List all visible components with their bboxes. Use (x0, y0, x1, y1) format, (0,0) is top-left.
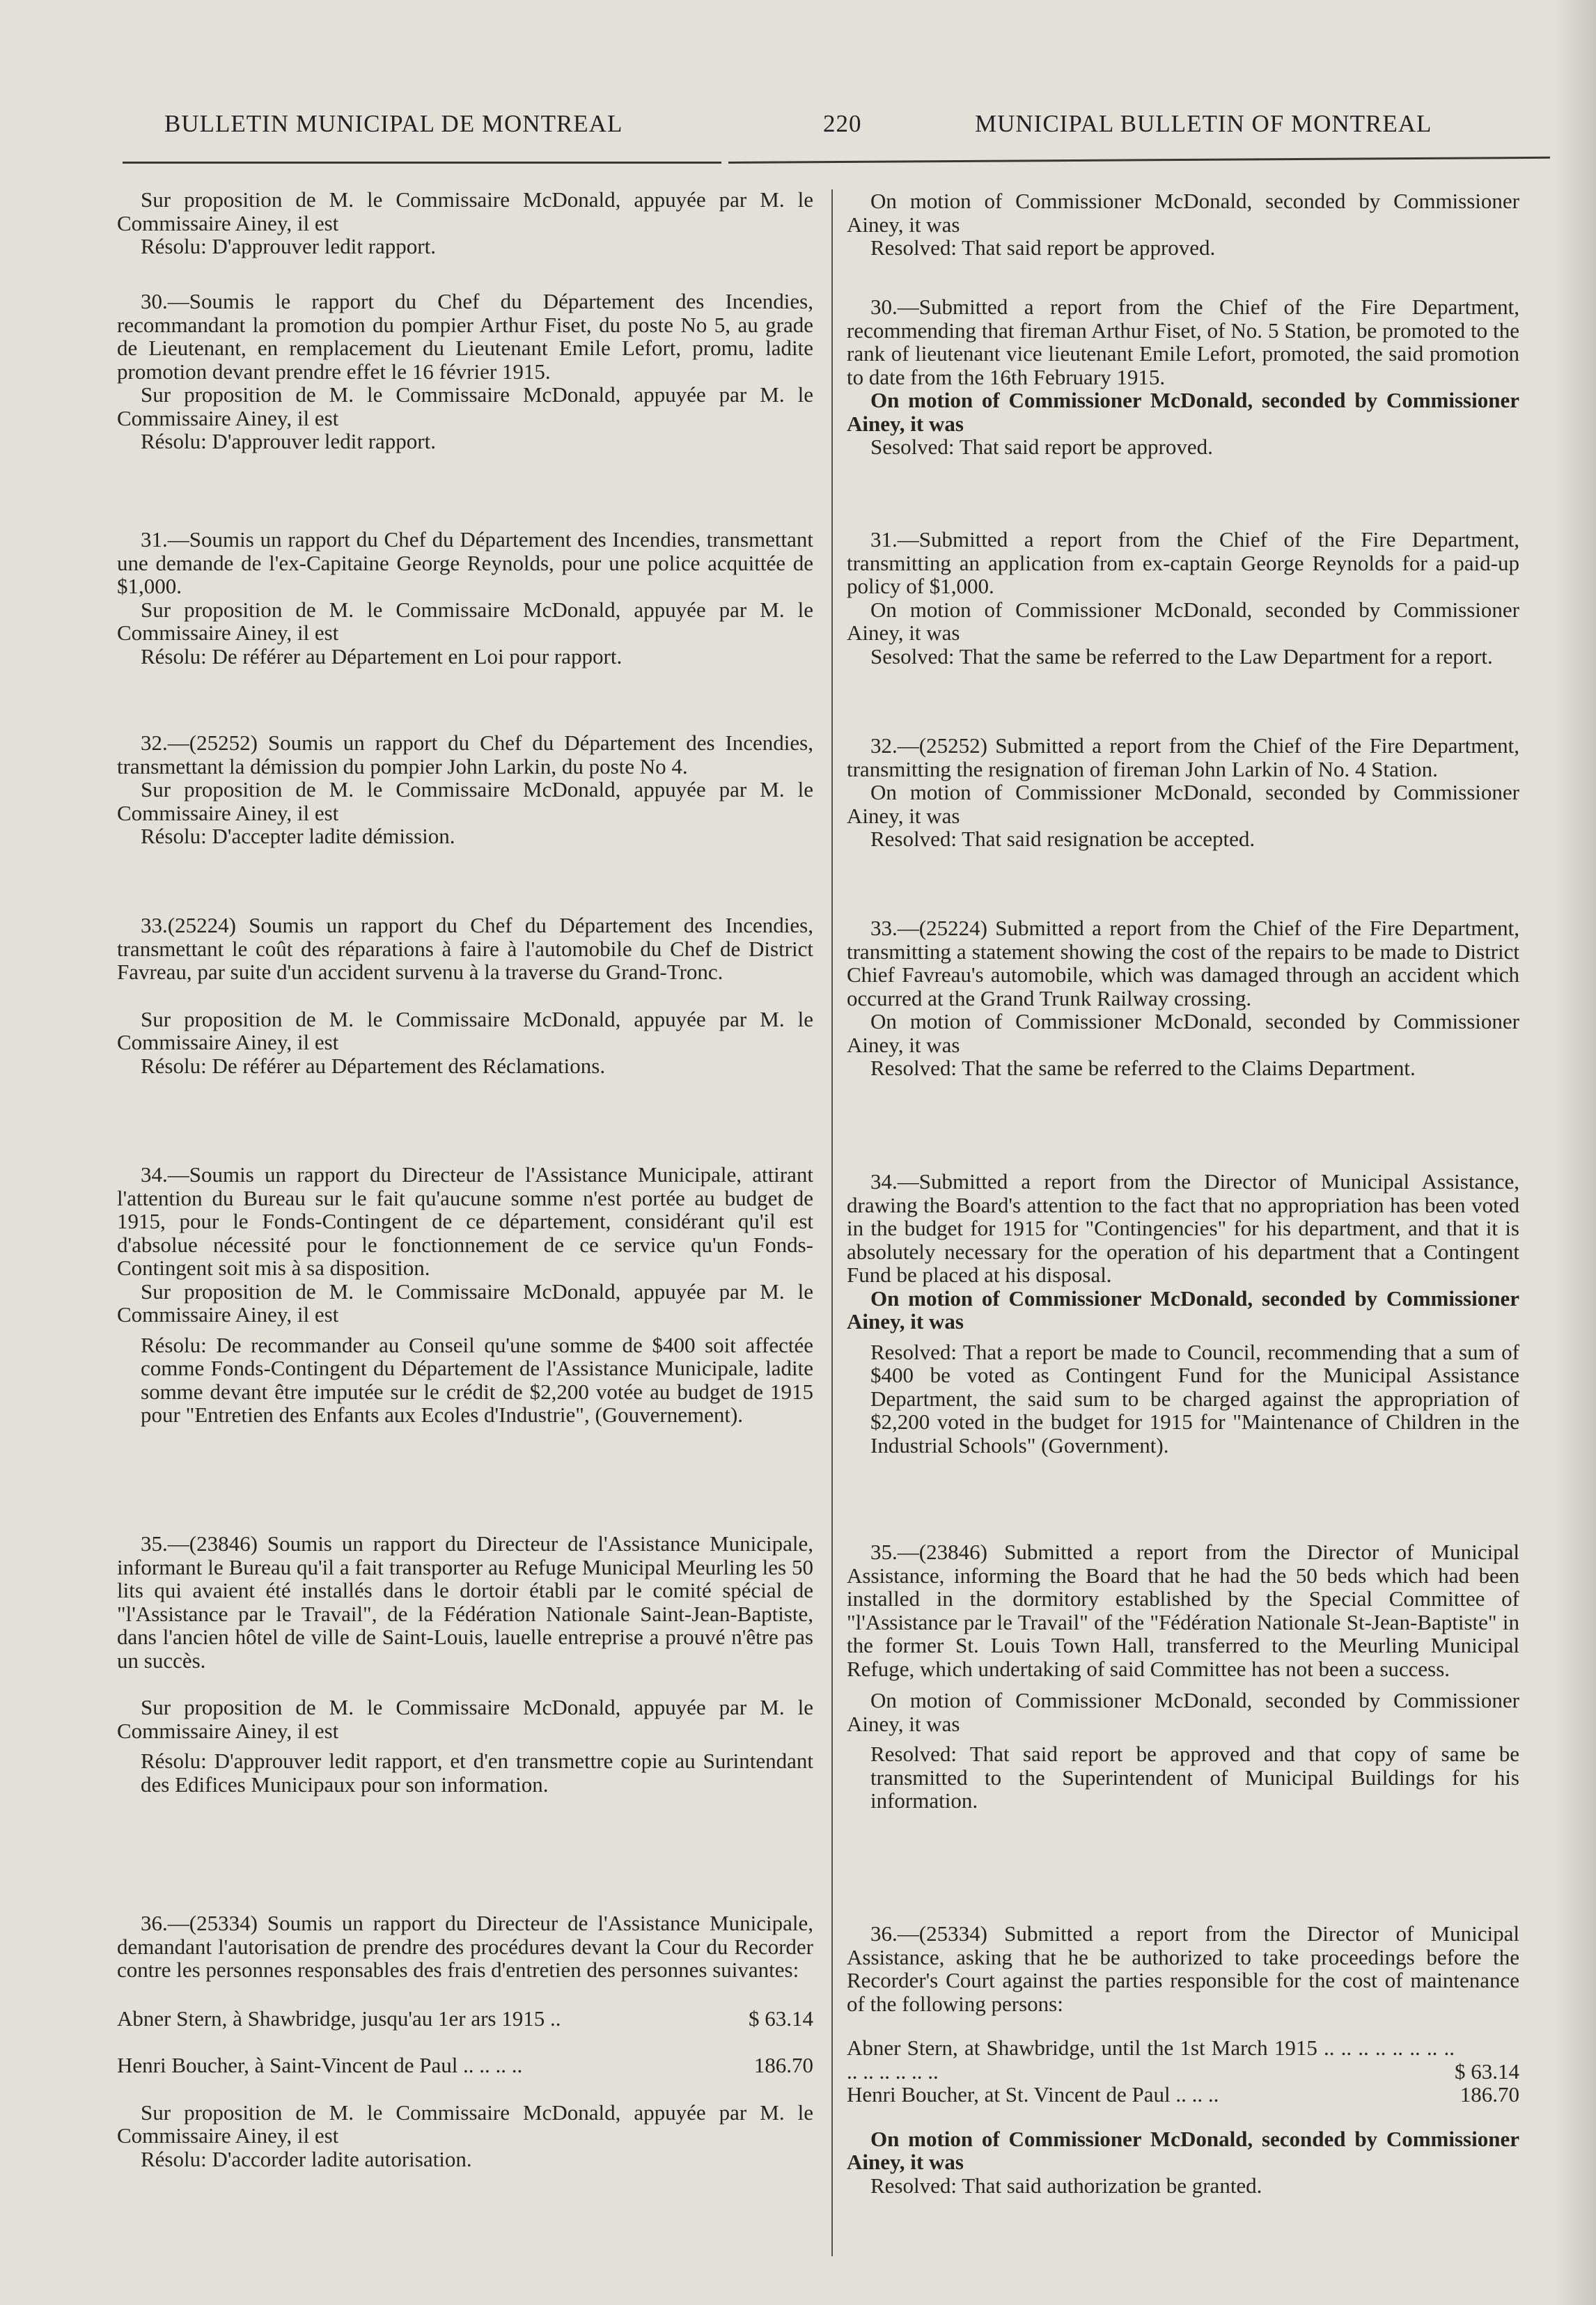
fr-item-text: 32.—(25252) Soumis un rapport du Chef du Département des Incendies, transmettant la démission du pompier John Larkin, du poste No 4. (117, 730, 813, 779)
en-motion: On motion of Commissioner McDonald, seconded by Commissioner Ainey, it was (847, 1009, 1519, 1057)
en-block-0 (847, 189, 1519, 260)
fr-motion: Sur proposition de M. le Commissaire McDonald, appuyée par M. le Commissaire Ainey, il est (117, 777, 813, 825)
en-resolution: Resolved: That said resignation be accepted. (870, 827, 1255, 851)
page-number: 220 (823, 110, 862, 137)
fr-resolution: Résolu: D'approuver ledit rapport. (141, 429, 436, 453)
en-motion: On motion of Commissioner McDonald, seconded by Commissioner Ainey, it was (847, 2126, 1519, 2174)
en-item-text: 32.—(25252) Submitted a report from the Chief of the Fire Department, transmitting the resignation of fireman John Larkin of No. 4 Station. (847, 733, 1519, 781)
en-item-35 (847, 1540, 1519, 1813)
fr-resolution: Résolu: De référer au Département en Loi pour rapport. (141, 643, 623, 669)
fr-amount-label: Abner Stern, à Shawbridge, jusqu'au 1er ars 1915 .. (117, 2006, 561, 2031)
en-motion: On motion of Commissioner McDonald, seconded by Commissioner Ainey, it was (847, 780, 1519, 828)
fr-item-text: 36.—(25334) Soumis un rapport du Directeur de l'Assistance Municipale, demandant l'autorisation de prendre des procédures devant la Cour du Recorder contre les personnes responsables des frais d'entretien des personnes suivantes: (117, 1911, 813, 1982)
fr-item-35 (117, 1532, 813, 1796)
fr-motion: Sur proposition de M. le Commissaire McDonald, appuyée par M. le Commissaire Ainey, il est (117, 1006, 813, 1054)
fr-amount-row (117, 2007, 813, 2031)
en-resolution: Resolved: That the same be referred to the Claims Department. (870, 1056, 1416, 1080)
fr-amount-label: Henri Boucher, à Saint-Vincent de Paul .. .. .. .. (117, 2053, 523, 2077)
en-resolution: Resolved: That a report be made to Council, recommending that a sum of $400 be voted as Contingent Fund for the Municipal Assistance Department, the said sum to be charged against the appropriation of $2,200 voted in the budget for 1915 for "Maintenance of Children in the Industrial Schools" (Government). (870, 1339, 1519, 1458)
en-item-text: 36.—(25334) Submitted a report from the Director of Municipal Assistance, asking that he be authorized to take proceedings before the Recorder's Court against the parties responsible for the cost of maintenance of the following persons: (847, 1921, 1519, 2016)
fr-item-32 (117, 731, 813, 848)
en-item-36 (847, 1922, 1519, 2197)
en-item-text: 35.—(23846) Submitted a report from the Director of Municipal Assistance, informing the Board that he had the 50 beds which had been installed in the dormitory established by the Special Committee of "l'Assistance par le Travail" of the "Fédération Nationale St-Jean-Baptiste" in the former St. Louis Town Hall, transferred to the Meurling Municipal Refuge, which undertaking of said Committee has not been a success. (847, 1540, 1519, 1681)
en-motion: On motion of Commissioner McDonald, seconded by Commissioner Ainey, it was (847, 388, 1519, 436)
header-rule-left (123, 162, 721, 164)
en-item-32 (847, 734, 1519, 851)
en-item-text: 31.—Submitted a report from the Chief of the Fire Department, transmitting an application from ex-captain George Reynolds for a paid-up policy of $1,000. (847, 527, 1519, 598)
fr-item-33 (117, 914, 813, 1077)
en-amount-label: Abner Stern, at Shawbridge, until the 1st March 1915 .. .. .. .. .. .. .. .. .. .. .. .. .. .. (847, 2036, 1455, 2084)
en-resolution: Sesolved: That the same be referred to the Law Department for a report. (870, 643, 1493, 669)
fr-resolution: Résolu: De référer au Département des Réclamations. (141, 1053, 606, 1078)
en-amount-value: 186.70 (1460, 2082, 1519, 2107)
en-item-text: 34.—Submitted a report from the Director of Municipal Assistance, drawing the Board's attention to the fact that no appropriation has been voted in the budget for 1915 for "Contingencies" for his department, and that it is absolutely necessary for the operation of his department that a Contingent Fund be placed at his disposal. (847, 1169, 1519, 1287)
en-item-34 (847, 1170, 1519, 1457)
en-item-text: 33.—(25224) Submitted a report from the Chief of the Fire Department, transmitting a statement showing the cost of the repairs to be made to District Chief Favreau's automobile, which was damaged through an accident which occurred at the Grand Trunk Railway crossing. (847, 916, 1519, 1010)
fr-item-text: 35.—(23846) Soumis un rapport du Directeur de l'Assistance Municipale, informant le Bureau qu'il a fait transporter au Refuge Municipal Meurling les 50 lits qui avaient été installés dans le dortoir établi par le comité spécial de "l'Assistance par le Travail", de la Fédération Nationale Saint-Jean-Baptiste, dans l'ancien hôtel de ville de Saint-Louis, lauelle entreprise a prouvé n'être pas un succès. (117, 1531, 813, 1673)
fr-amount-value: $ 63.14 (749, 2006, 813, 2031)
header-left-title: BULLETIN MUNICIPAL DE MONTREAL (164, 110, 623, 137)
en-amount-value: $ 63.14 (1455, 2058, 1519, 2084)
fr-item-text: 34.—Soumis un rapport du Directeur de l'Assistance Municipale, attirant l'attention du Bureau sur le fait qu'aucune somme n'est portée au budget de 1915, pour le Fonds-Contingent de ce département, considérant qu'il est d'absolue nécessité pour le fonctionnement de ce service qu'un Fonds-Contingent soit mis à sa disposition. (117, 1162, 813, 1280)
column-divider (831, 189, 833, 2256)
en-resolution: Sesolved: That said report be approved. (870, 435, 1213, 459)
en-resolution: Resolved: That said report be approved and that copy of same be transmitted to the Superintendent of Municipal Buildings for his information. (870, 1742, 1519, 1813)
en-motion: On motion of Commissioner McDonald, seconded by Commissioner Ainey, it was (847, 1286, 1519, 1334)
fr-item-36 (117, 1912, 813, 2171)
en-amount-row (847, 2083, 1519, 2107)
en-resolution: Resolved: That said authorization be granted. (870, 2173, 1262, 2198)
fr-motion: Sur proposition de M. le Commissaire McDonald, appuyée par M. le Commissaire Ainey, il est (117, 1695, 813, 1743)
fr-motion: Sur proposition de M. le Commissaire McDonald, appuyée par M. le Commissaire Ainey, il est (117, 1279, 813, 1327)
en-amount-row (847, 2036, 1519, 2083)
fr-resolution: Résolu: D'accepter ladite démission. (141, 824, 455, 848)
header-right-title: MUNICIPAL BULLETIN OF MONTREAL (975, 110, 1432, 137)
fr-item-text: 30.—Soumis le rapport du Chef du Département des Incendies, recommandant la promotion du pompier Arthur Fiset, du poste No 5, au grade de Lieutenant, en remplacement du Lieutenant Emile Lefort, promu, ladite promotion devant prendre effet le 16 février 1915. (117, 289, 813, 384)
en-motion: On motion of Commissioner McDonald, seconded by Commissioner Ainey, it was (847, 1688, 1519, 1736)
fr-block-0 (117, 188, 813, 258)
en-amount-label: Henri Boucher, at St. Vincent de Paul .. .. .. (847, 2082, 1219, 2107)
fr-item-30 (117, 290, 813, 453)
fr-motion: Sur proposition de M. le Commissaire McDonald, appuyée par M. le Commissaire Ainey, il est (117, 597, 813, 645)
fr-item-34 (117, 1163, 813, 1427)
fr-resolution: Résolu: De recommander au Conseil qu'une somme de $400 soit affectée comme Fonds-Contingent du Département de l'Assistance Municipale, ladite somme devant être imputée sur le crédit de $2,200 votée au budget de 1915 pour "Entretien des Enfants aux Ecoles d'Industrie", (Gouvernement). (141, 1332, 813, 1427)
fr-amount-value: 186.70 (753, 2053, 813, 2077)
en-item-33 (847, 916, 1519, 1080)
en-motion: On motion of Commissioner McDonald, seconded by Commissioner Ainey, it was (847, 189, 1519, 237)
page-edge-shadow (1554, 0, 1596, 2305)
fr-motion: Sur proposition de M. le Commissaire McDonald, appuyée par M. le Commissaire Ainey, il est (117, 187, 813, 235)
fr-amount-row (117, 2054, 813, 2077)
fr-item-text: 31.—Soumis un rapport du Chef du Département des Incendies, transmettant une demande de l'ex-Capitaine George Reynolds, pour une police acquittée de $1,000. (117, 527, 813, 598)
en-item-30 (847, 295, 1519, 459)
fr-motion: Sur proposition de M. le Commissaire McDonald, appuyée par M. le Commissaire Ainey, il est (117, 2100, 813, 2148)
fr-resolution: Résolu: D'accorder ladite autorisation. (141, 2146, 472, 2171)
en-resolution: Resolved: That said report be approved. (870, 235, 1216, 260)
en-item-text: 30.—Submitted a report from the Chief of the Fire Department, recommending that fireman Arthur Fiset, of No. 5 Station, be promoted to the rank of lieutenant vice lieutenant Emile Lefort, promoted, the said promotion to date from the 16th February 1915. (847, 295, 1519, 389)
fr-motion: Sur proposition de M. le Commissaire McDonald, appuyée par M. le Commissaire Ainey, il est (117, 382, 813, 430)
fr-resolution: Résolu: D'approuver ledit rapport. (141, 234, 436, 258)
en-item-31 (847, 528, 1519, 668)
fr-resolution: Résolu: D'approuver ledit rapport, et d'en transmettre copie au Surintendant des Edifices Municipaux pour son information. (141, 1749, 813, 1797)
fr-item-31 (117, 528, 813, 668)
fr-item-text: 33.(25224) Soumis un rapport du Chef du Département des Incendies, transmettant le coût des réparations à faire à l'automobile du Chef de District Favreau, par suite d'un accident survenu à la traverse du Grand-Tronc. (117, 913, 813, 984)
header-rule-right (728, 157, 1550, 164)
en-motion: On motion of Commissioner McDonald, seconded by Commissioner Ainey, it was (847, 597, 1519, 645)
